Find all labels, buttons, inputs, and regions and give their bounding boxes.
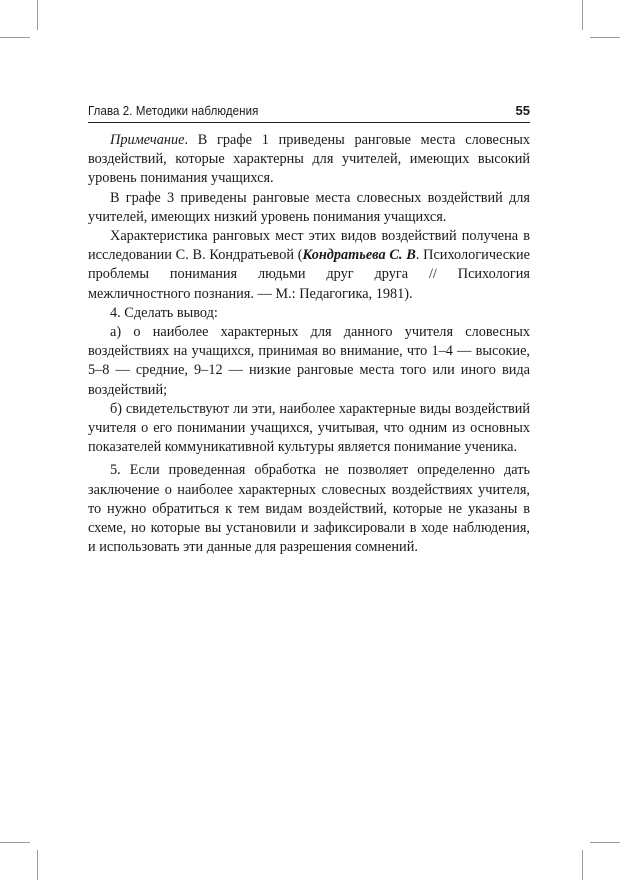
paragraph-step-4: 4. Сделать вывод: (110, 304, 218, 321)
author-citation: Кондратьева С. В (302, 247, 416, 264)
paragraph-column-3: В графе 3 приведены ранговые места словесных воздействий для учителей, имеющих низкий уровень понимания учащихся. (88, 189, 530, 225)
characteristic-text-a: Характеристика ранговых мест этих видов воздействий получена в исследовании С. В. Кондратьевой ( (88, 228, 530, 264)
note-text: . В графе 1 приведены ранговые места словесных воздействий, которые характерны для учителей, имеющих высокий уровень понимания учащихся. (88, 132, 530, 187)
crop-mark (590, 842, 620, 843)
paragraph-characteristic (88, 227, 530, 304)
crop-mark (0, 37, 30, 38)
crop-mark (37, 0, 38, 30)
paragraph-step-5: 5. Если проведенная обработка не позволяет определенно дать заключение о наиболее характерных словесных воздействиях учителя, то нужно обратиться к тем видам воздействий, которые не указаны в схеме, но которые вы установили и зафиксировали в ходе наблюдения, и использовать эти данные для разрешения сомнений. (88, 462, 530, 556)
crop-mark (0, 842, 30, 843)
crop-mark (582, 0, 583, 30)
note-label: Примечание (110, 132, 185, 148)
crop-mark (582, 850, 583, 880)
characteristic-text-b: . Психологические проблемы понимания людьми друг друга // Психология межличностного познания. — М.: Педагогика, 1981). (88, 247, 530, 302)
paragraph-note (88, 131, 530, 189)
body-text (88, 131, 530, 557)
paragraph-step-4b: б) свидетельствуют ли эти, наиболее характерные виды воздействий учителя о его понимании учащихся, учитывая, что одним из основных показателей коммуникативной культуры является понимание ученика. (88, 400, 530, 456)
running-header (88, 102, 530, 123)
chapter-title: Глава 2. Методики наблюдения (88, 104, 259, 118)
paragraph-step-4a: а) о наиболее характерных для данного учителя словесных воздействиях на учащихся, принимая во внимание, что 1–4 — высокие, 5–8 — средние, 9–12 — низкие ранговые места того или иного вида воздействий; (88, 324, 530, 398)
page-number: 55 (515, 103, 530, 118)
crop-mark (37, 850, 38, 880)
crop-mark (590, 37, 620, 38)
